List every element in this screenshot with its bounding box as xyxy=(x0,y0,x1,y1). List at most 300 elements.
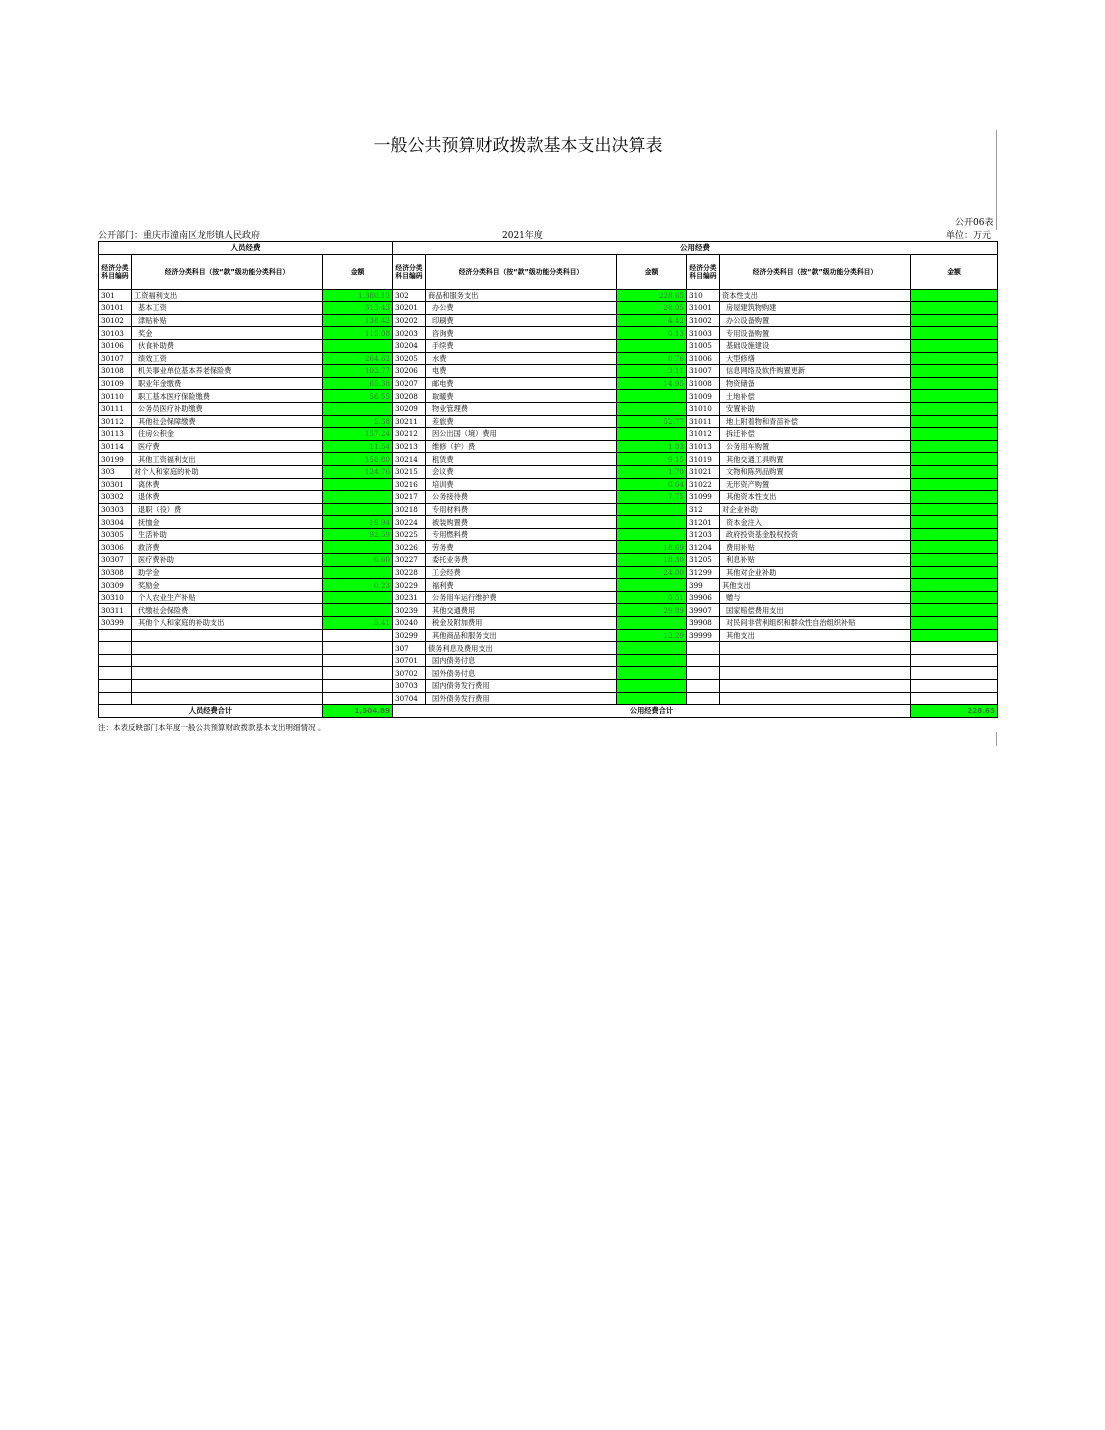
cell-c-code: 31002 xyxy=(687,314,720,327)
table-row xyxy=(99,692,998,705)
table-row xyxy=(99,402,998,415)
cell-p-amount: 264.62 xyxy=(323,352,393,365)
header-name: 经济分类科目（按“款”级功能分类科目） xyxy=(132,254,323,289)
table-row xyxy=(99,327,998,340)
section-header-row xyxy=(99,242,998,255)
cell-p-name xyxy=(132,680,323,693)
cell-c-code: 39906 xyxy=(687,591,720,604)
cell-u-amount: 1.70 xyxy=(617,465,687,478)
cell-u-amount: 228.65 xyxy=(617,289,687,302)
cell-p-code: 30308 xyxy=(99,566,132,579)
cell-u-code: 30201 xyxy=(393,302,426,315)
cell-c-amount xyxy=(911,453,998,466)
cell-u-code: 30227 xyxy=(393,554,426,567)
cell-p-name xyxy=(132,667,323,680)
cell-u-name: 国内债务付息 xyxy=(426,654,617,667)
cell-c-name: 资本金注入 xyxy=(720,516,911,529)
cell-c-code: 31099 xyxy=(687,491,720,504)
cell-u-code: 30211 xyxy=(393,415,426,428)
cell-u-code: 30212 xyxy=(393,428,426,441)
cell-c-name: 资本性支出 xyxy=(720,289,911,302)
cell-u-code: 30240 xyxy=(393,617,426,630)
cell-p-name: 津贴补贴 xyxy=(132,314,323,327)
header-code: 经济分类科目编码 xyxy=(99,254,132,289)
cell-p-amount xyxy=(323,491,393,504)
cell-p-code: 30114 xyxy=(99,440,132,453)
cell-u-name: 劳务费 xyxy=(426,541,617,554)
cell-c-amount xyxy=(911,327,998,340)
cell-p-code: 30107 xyxy=(99,352,132,365)
cell-c-amount xyxy=(911,440,998,453)
cell-u-amount: 3.11 xyxy=(617,365,687,378)
cell-c-name: 利息补贴 xyxy=(720,554,911,567)
cell-u-name: 咨询费 xyxy=(426,327,617,340)
cell-c-code: 31013 xyxy=(687,440,720,453)
cell-p-name: 公务员医疗补助缴费 xyxy=(132,402,323,415)
unit-label: 单位：万元 xyxy=(946,231,992,241)
cell-u-amount xyxy=(617,390,687,403)
cell-u-name: 取暖费 xyxy=(426,390,617,403)
cell-c-code: 31003 xyxy=(687,327,720,340)
cell-c-code xyxy=(687,692,720,705)
table-row xyxy=(99,591,998,604)
cell-p-code: 30106 xyxy=(99,339,132,352)
cell-c-name xyxy=(720,667,911,680)
table-row xyxy=(99,554,998,567)
cell-c-code: 31011 xyxy=(687,415,720,428)
cell-c-name xyxy=(720,692,911,705)
cell-c-amount xyxy=(911,465,998,478)
cell-p-amount xyxy=(323,654,393,667)
cell-p-name xyxy=(132,654,323,667)
cell-c-name: 赠与 xyxy=(720,591,911,604)
total-personnel-label: 人员经费合计 xyxy=(99,705,323,718)
cell-c-amount xyxy=(911,377,998,390)
table-row xyxy=(99,642,998,655)
table-row xyxy=(99,415,998,428)
cell-c-amount xyxy=(911,390,998,403)
cell-p-name: 个人农业生产补贴 xyxy=(132,591,323,604)
cell-c-code: 31204 xyxy=(687,541,720,554)
table-row xyxy=(99,352,998,365)
cell-c-amount xyxy=(911,302,998,315)
cell-p-amount: 11.54 xyxy=(323,440,393,453)
cell-c-amount xyxy=(911,680,998,693)
cell-c-name xyxy=(720,642,911,655)
cell-u-name: 培训费 xyxy=(426,478,617,491)
cell-u-code: 30218 xyxy=(393,503,426,516)
cell-u-amount: 7.75 xyxy=(617,491,687,504)
cell-u-name: 公务接待费 xyxy=(426,491,617,504)
cell-c-name: 其他交通工具购置 xyxy=(720,453,911,466)
cell-p-amount xyxy=(323,402,393,415)
cell-c-code: 31019 xyxy=(687,453,720,466)
table-row xyxy=(99,302,998,315)
cell-p-code: 30309 xyxy=(99,579,132,592)
cell-c-name: 拆迁补偿 xyxy=(720,428,911,441)
table-row xyxy=(99,478,998,491)
cell-p-code: 30112 xyxy=(99,415,132,428)
cell-u-amount: 0.64 xyxy=(617,478,687,491)
cell-p-name: 医疗费补助 xyxy=(132,554,323,567)
cell-p-code xyxy=(99,680,132,693)
cell-u-name: 维修（护）费 xyxy=(426,440,617,453)
cell-u-amount xyxy=(617,654,687,667)
cell-c-amount xyxy=(911,566,998,579)
cell-u-code: 307 xyxy=(393,642,426,655)
cell-u-name: 国外债务发行费用 xyxy=(426,692,617,705)
cell-p-amount xyxy=(323,629,393,642)
cell-u-name: 差旅费 xyxy=(426,415,617,428)
cell-p-name: 代缴社会保险费 xyxy=(132,604,323,617)
cell-c-name: 文物和陈列品购置 xyxy=(720,465,911,478)
cell-p-amount: 65.38 xyxy=(323,377,393,390)
cell-c-code xyxy=(687,642,720,655)
cell-p-amount xyxy=(323,680,393,693)
cell-u-name: 会议费 xyxy=(426,465,617,478)
cell-p-name: 其他社会保障缴费 xyxy=(132,415,323,428)
cell-u-code: 30701 xyxy=(393,654,426,667)
cell-p-code xyxy=(99,667,132,680)
cell-c-amount xyxy=(911,617,998,630)
cell-c-code: 31022 xyxy=(687,478,720,491)
cell-c-name: 对民间非营利组织和群众性自治组织补贴 xyxy=(720,617,911,630)
cell-p-name: 抚恤金 xyxy=(132,516,323,529)
table-row xyxy=(99,428,998,441)
cell-p-code: 30111 xyxy=(99,402,132,415)
cell-c-code: 312 xyxy=(687,503,720,516)
header-amount: 金额 xyxy=(323,254,393,289)
cell-c-code: 31205 xyxy=(687,554,720,567)
cell-p-code: 30399 xyxy=(99,617,132,630)
cell-u-amount: 14.95 xyxy=(617,377,687,390)
cell-u-name: 税金及附加费用 xyxy=(426,617,617,630)
cell-p-code: 30302 xyxy=(99,491,132,504)
cell-c-name: 大型修缮 xyxy=(720,352,911,365)
cell-u-amount xyxy=(617,579,687,592)
header-code: 经济分类科目编码 xyxy=(393,254,426,289)
cell-p-code: 30303 xyxy=(99,503,132,516)
cell-c-code: 31201 xyxy=(687,516,720,529)
cell-c-name xyxy=(720,680,911,693)
cell-c-code: 31008 xyxy=(687,377,720,390)
header-name: 经济分类科目（按“款”级功能分类科目） xyxy=(720,254,911,289)
cell-c-amount xyxy=(911,428,998,441)
cell-c-code xyxy=(687,654,720,667)
cell-c-code xyxy=(687,667,720,680)
cell-p-amount: 115.08 xyxy=(323,327,393,340)
cell-c-name: 公务用车购置 xyxy=(720,440,911,453)
footnote: 注：本表反映部门本年度一般公共预算财政拨款基本支出明细情况 。 xyxy=(98,723,326,732)
cell-u-code: 30213 xyxy=(393,440,426,453)
cell-p-code xyxy=(99,654,132,667)
cell-p-name: 职业年金缴费 xyxy=(132,377,323,390)
cell-p-amount: 92.59 xyxy=(323,528,393,541)
cell-p-amount: 124.76 xyxy=(323,465,393,478)
table-row xyxy=(99,617,998,630)
cell-c-amount xyxy=(911,554,998,567)
cell-c-amount xyxy=(911,314,998,327)
cell-p-name: 工资福利支出 xyxy=(132,289,323,302)
cell-p-code: 30101 xyxy=(99,302,132,315)
cell-p-amount xyxy=(323,667,393,680)
table-row xyxy=(99,365,998,378)
cell-p-name: 对个人和家庭的补助 xyxy=(132,465,323,478)
cell-u-code: 30224 xyxy=(393,516,426,529)
cell-p-amount: 103.77 xyxy=(323,365,393,378)
cell-u-code: 30207 xyxy=(393,377,426,390)
cell-p-name xyxy=(132,629,323,642)
cell-c-name xyxy=(720,654,911,667)
cell-c-code: 39907 xyxy=(687,604,720,617)
cell-u-name: 债务利息及费用支出 xyxy=(426,642,617,655)
cell-u-code: 30239 xyxy=(393,604,426,617)
cell-u-code: 30226 xyxy=(393,541,426,554)
cell-p-code: 30103 xyxy=(99,327,132,340)
cell-c-name: 专用设备购置 xyxy=(720,327,911,340)
cell-c-amount xyxy=(911,604,998,617)
cell-p-name: 机关事业单位基本养老保险费 xyxy=(132,365,323,378)
cell-c-name: 无形资产购置 xyxy=(720,478,911,491)
cell-p-name: 退休费 xyxy=(132,491,323,504)
cell-c-amount xyxy=(911,352,998,365)
cell-p-name: 职工基本医疗保险缴费 xyxy=(132,390,323,403)
cell-p-name: 医疗费 xyxy=(132,440,323,453)
cell-p-amount xyxy=(323,591,393,604)
cell-p-name: 其他工资福利支出 xyxy=(132,453,323,466)
cell-c-name: 其他支出 xyxy=(720,629,911,642)
expenditure-table xyxy=(98,241,998,718)
cell-c-code: 31009 xyxy=(687,390,720,403)
cell-c-amount xyxy=(911,667,998,680)
cell-c-code xyxy=(687,680,720,693)
cell-p-amount xyxy=(323,541,393,554)
cell-p-code: 30301 xyxy=(99,478,132,491)
cell-u-amount xyxy=(617,617,687,630)
cell-c-amount xyxy=(911,541,998,554)
cell-u-name: 国外债务付息 xyxy=(426,667,617,680)
cell-u-amount xyxy=(617,339,687,352)
header-amount: 金额 xyxy=(911,254,998,289)
cell-p-name: 基本工资 xyxy=(132,302,323,315)
cell-c-name: 办公设备购置 xyxy=(720,314,911,327)
cell-c-amount xyxy=(911,579,998,592)
cell-p-code: 30109 xyxy=(99,377,132,390)
cell-u-amount: 9.15 xyxy=(617,453,687,466)
cell-u-name: 公务用车运行维护费 xyxy=(426,591,617,604)
cell-c-name: 对企业补助 xyxy=(720,503,911,516)
cell-u-code: 30217 xyxy=(393,491,426,504)
cell-p-code: 301 xyxy=(99,289,132,302)
cell-p-amount: 56.55 xyxy=(323,390,393,403)
cell-u-code: 30202 xyxy=(393,314,426,327)
table-row xyxy=(99,541,998,554)
table-row xyxy=(99,314,998,327)
page-title: 一般公共预算财政拨款基本支出决算表 xyxy=(373,136,663,156)
cell-c-name: 房屋建筑物购建 xyxy=(720,302,911,315)
cell-u-amount xyxy=(617,692,687,705)
cell-p-amount: 313.43 xyxy=(323,302,393,315)
cell-p-code: 30307 xyxy=(99,554,132,567)
cell-p-amount: 1,380.13 xyxy=(323,289,393,302)
table-row xyxy=(99,289,998,302)
cell-u-name: 印刷费 xyxy=(426,314,617,327)
table-row xyxy=(99,516,998,529)
cell-p-amount xyxy=(323,503,393,516)
section-public: 公用经费 xyxy=(393,242,998,255)
cell-c-name: 安置补助 xyxy=(720,402,911,415)
cell-u-amount xyxy=(617,428,687,441)
cell-p-name: 离休费 xyxy=(132,478,323,491)
cell-p-code: 303 xyxy=(99,465,132,478)
cell-c-name: 其他对企业补助 xyxy=(720,566,911,579)
cell-p-code: 30304 xyxy=(99,516,132,529)
cell-p-code: 30110 xyxy=(99,390,132,403)
cell-c-code: 31007 xyxy=(687,365,720,378)
cell-c-amount xyxy=(911,365,998,378)
cell-u-amount: 0.13 xyxy=(617,327,687,340)
cell-u-amount: 18.30 xyxy=(617,554,687,567)
cell-c-name: 其他支出 xyxy=(720,579,911,592)
cell-c-name: 地上附着物和青苗补偿 xyxy=(720,415,911,428)
cell-u-amount xyxy=(617,680,687,693)
cell-p-name xyxy=(132,692,323,705)
cell-c-amount xyxy=(911,503,998,516)
cell-u-name: 其他交通费用 xyxy=(426,604,617,617)
cell-c-name: 国家赔偿费用支出 xyxy=(720,604,911,617)
cell-u-amount: 29.89 xyxy=(617,604,687,617)
cell-p-amount xyxy=(323,339,393,352)
table-row xyxy=(99,654,998,667)
cell-c-code: 31006 xyxy=(687,352,720,365)
table-row xyxy=(99,390,998,403)
cell-p-name: 住房公积金 xyxy=(132,428,323,441)
cell-u-amount: 4.42 xyxy=(617,314,687,327)
cell-u-code: 30702 xyxy=(393,667,426,680)
cell-u-name: 水费 xyxy=(426,352,617,365)
cell-u-code: 30216 xyxy=(393,478,426,491)
cell-u-name: 商品和服务支出 xyxy=(426,289,617,302)
cell-u-amount xyxy=(617,516,687,529)
cell-u-amount: 0.51 xyxy=(617,591,687,604)
cell-c-code: 31005 xyxy=(687,339,720,352)
cell-u-name: 因公出国（境）费用 xyxy=(426,428,617,441)
cell-c-amount xyxy=(911,629,998,642)
cell-u-name: 其他商品和服务支出 xyxy=(426,629,617,642)
cell-p-name: 救济费 xyxy=(132,541,323,554)
cell-p-name: 伙食补助费 xyxy=(132,339,323,352)
cell-u-code: 30703 xyxy=(393,680,426,693)
cell-c-amount xyxy=(911,289,998,302)
table-row xyxy=(99,566,998,579)
table-row xyxy=(99,377,998,390)
cell-u-name: 福利费 xyxy=(426,579,617,592)
form-number: 公开06表 xyxy=(955,218,994,228)
cell-c-name: 费用补贴 xyxy=(720,541,911,554)
cell-p-name: 生活补助 xyxy=(132,528,323,541)
cell-u-name: 工会经费 xyxy=(426,566,617,579)
cell-p-code: 30102 xyxy=(99,314,132,327)
cell-p-amount xyxy=(323,566,393,579)
cell-u-code: 30225 xyxy=(393,528,426,541)
cell-c-amount xyxy=(911,654,998,667)
cell-c-amount xyxy=(911,402,998,415)
cell-c-amount xyxy=(911,478,998,491)
cell-p-code: 30113 xyxy=(99,428,132,441)
cell-p-name: 绩效工资 xyxy=(132,352,323,365)
cell-p-amount: 19.94 xyxy=(323,516,393,529)
table-row xyxy=(99,667,998,680)
year-label: 2021年度 xyxy=(502,231,543,241)
cell-u-amount: 52.77 xyxy=(617,415,687,428)
table-row xyxy=(99,491,998,504)
cell-p-code: 30305 xyxy=(99,528,132,541)
cell-u-code: 30228 xyxy=(393,566,426,579)
cell-u-name: 专用材料费 xyxy=(426,503,617,516)
table-row xyxy=(99,453,998,466)
cell-u-name: 办公费 xyxy=(426,302,617,315)
page-edge-line-bottom xyxy=(996,732,997,746)
cell-u-code: 302 xyxy=(393,289,426,302)
table-row xyxy=(99,440,998,453)
cell-u-name: 被装购置费 xyxy=(426,516,617,529)
cell-c-name: 物资储备 xyxy=(720,377,911,390)
cell-p-name: 退职（役）费 xyxy=(132,503,323,516)
table-row xyxy=(99,465,998,478)
header-name: 经济分类科目（按“款”级功能分类科目） xyxy=(426,254,617,289)
cell-u-amount: 24.00 xyxy=(617,566,687,579)
cell-u-amount: 28.05 xyxy=(617,302,687,315)
cell-u-amount xyxy=(617,503,687,516)
cell-c-name: 土地补偿 xyxy=(720,390,911,403)
cell-u-code: 30214 xyxy=(393,453,426,466)
cell-p-name: 其他个人和家庭的补助支出 xyxy=(132,617,323,630)
cell-u-amount xyxy=(617,667,687,680)
cell-p-amount: 6.60 xyxy=(323,554,393,567)
cell-p-amount: 138.42 xyxy=(323,314,393,327)
column-header-row xyxy=(99,254,998,289)
cell-u-code: 30209 xyxy=(393,402,426,415)
cell-p-code: 30311 xyxy=(99,604,132,617)
cell-p-amount xyxy=(323,692,393,705)
cell-u-amount: 0.76 xyxy=(617,352,687,365)
cell-c-amount xyxy=(911,692,998,705)
cell-u-name: 专用燃料费 xyxy=(426,528,617,541)
cell-u-name: 手续费 xyxy=(426,339,617,352)
cell-u-code: 30215 xyxy=(393,465,426,478)
cell-p-code: 30199 xyxy=(99,453,132,466)
cell-c-amount xyxy=(911,491,998,504)
cell-c-name: 基础设施建设 xyxy=(720,339,911,352)
cell-c-name: 政府投资基金股权投资 xyxy=(720,528,911,541)
cell-u-code: 30231 xyxy=(393,591,426,604)
total-public-value: 228.65 xyxy=(911,705,998,718)
cell-u-code: 30205 xyxy=(393,352,426,365)
table-row xyxy=(99,503,998,516)
cell-c-code: 39908 xyxy=(687,617,720,630)
cell-u-code: 30208 xyxy=(393,390,426,403)
cell-u-name: 电费 xyxy=(426,365,617,378)
header-code: 经济分类科目编码 xyxy=(687,254,720,289)
cell-p-code xyxy=(99,642,132,655)
cell-u-code: 30203 xyxy=(393,327,426,340)
cell-p-amount: 5.41 xyxy=(323,617,393,630)
cell-c-amount xyxy=(911,528,998,541)
cell-p-name: 奖金 xyxy=(132,327,323,340)
cell-u-amount xyxy=(617,402,687,415)
table-row xyxy=(99,339,998,352)
cell-c-amount xyxy=(911,339,998,352)
